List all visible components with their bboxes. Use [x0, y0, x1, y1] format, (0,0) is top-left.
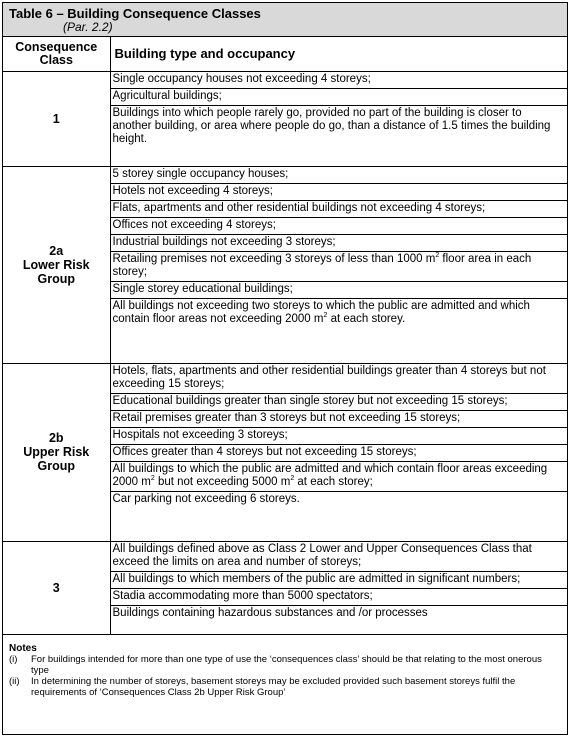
building-types-cell — [110, 166, 567, 363]
superscript: 2 — [290, 474, 295, 482]
item-text: Buildings containing hazardous substances and /or processes — [112, 606, 428, 619]
item-text: Flats, apartments and other residential buildings not exceeding 4 storeys; — [112, 201, 486, 214]
table-header-row — [3, 37, 567, 71]
building-type-item — [111, 606, 568, 622]
item-text: Retailing premises not exceeding 3 storeys of less than 1000 m — [112, 252, 436, 265]
consequence-class-label: Group — [37, 459, 75, 473]
consequence-classes-table — [3, 37, 567, 635]
building-types-cell — [110, 363, 567, 541]
item-text: Buildings into which people rarely go, provided no part of the building is closer to another building, or area where people do go, than a distance of 1.5 times the building height. — [112, 106, 551, 145]
building-type-item — [111, 72, 568, 89]
building-type-item — [111, 89, 568, 106]
building-type-item — [111, 462, 568, 492]
table-row — [3, 71, 567, 166]
item-text: Hotels, flats, apartments and other residential buildings greater than 4 storeys but not exceeding 15 storeys; — [112, 364, 546, 390]
building-type-item — [111, 167, 568, 184]
building-type-item — [111, 184, 568, 201]
building-type-item — [111, 364, 568, 394]
document-page — [2, 2, 568, 735]
building-type-item — [111, 235, 568, 252]
building-type-item — [111, 428, 568, 445]
item-text: Educational buildings greater than single storey but not exceeding 15 storeys; — [112, 394, 508, 407]
item-text: All buildings defined above as Class 2 Lower and Upper Consequences Class that exceed the limits on area and number of storeys; — [112, 542, 532, 568]
building-type-item — [111, 589, 568, 606]
item-text: Single storey educational buildings; — [112, 282, 293, 295]
table-body — [3, 71, 567, 634]
item-text: Offices greater than 4 storeys but not exceeding 15 storeys; — [112, 445, 417, 458]
header-consequence-class: Consequence Class — [3, 37, 110, 71]
building-types-cell — [110, 541, 567, 634]
item-text: Retail premises greater than 3 storeys but not exceeding 15 storeys; — [112, 411, 461, 424]
consequence-class-label: Upper Risk — [23, 445, 90, 459]
consequence-class-cell — [3, 166, 110, 363]
consequence-class-label: Group — [37, 271, 75, 286]
item-text: Offices not exceeding 4 storeys; — [112, 218, 276, 231]
item-text: Agricultural buildings; — [112, 89, 222, 102]
notes-section — [3, 635, 567, 698]
table-subtitle: (Par. 2.2) — [63, 20, 113, 34]
building-type-item — [111, 542, 568, 572]
building-type-item — [111, 445, 568, 462]
consequence-class-label: 3 — [52, 580, 60, 595]
item-text: Hospitals not exceeding 3 storeys; — [112, 428, 288, 441]
consequence-class-cell — [3, 71, 110, 166]
item-text: Single occupancy houses not exceeding 4 storeys; — [112, 72, 371, 85]
item-text: Hotels not exceeding 4 storeys; — [112, 184, 273, 197]
item-text: Industrial buildings not exceeding 3 storeys; — [112, 235, 336, 248]
superscript: 2 — [435, 251, 440, 259]
note-text: For buildings intended for more than one type of use the ‘consequences class’ should be that relating to the most onerous type — [31, 653, 542, 676]
table-row — [3, 166, 567, 363]
building-type-item — [111, 218, 568, 235]
note-number: (i) — [9, 653, 18, 665]
item-text: Stadia accommodating more than 5000 spectators; — [112, 589, 373, 602]
item-text: at each storey. — [327, 312, 406, 325]
superscript: 2 — [150, 474, 155, 482]
note-number: (ii) — [9, 675, 20, 687]
building-type-item — [111, 299, 568, 328]
item-text: All buildings not exceeding two storeys to which the public are admitted and which contain floor areas not exceeding 2000 m — [112, 299, 530, 325]
building-type-item — [111, 394, 568, 411]
table-row — [3, 541, 567, 634]
building-type-item — [111, 106, 568, 148]
item-text: at each storey; — [294, 475, 373, 488]
note-item — [9, 676, 561, 698]
building-type-item — [111, 201, 568, 218]
item-text: Car parking not exceeding 6 storeys. — [112, 492, 300, 505]
superscript: 2 — [323, 311, 328, 319]
building-type-item — [111, 572, 568, 589]
table-row — [3, 363, 567, 541]
building-type-item — [111, 492, 568, 508]
building-types-cell — [110, 71, 567, 166]
building-type-item — [111, 411, 568, 428]
note-item — [9, 654, 561, 676]
table-caption — [3, 3, 567, 37]
consequence-class-cell — [3, 363, 110, 541]
item-text: All buildings to which members of the public are admitted in significant numbers; — [112, 572, 521, 585]
header-building-type: Building type and occupancy — [110, 37, 567, 71]
item-text: but not exceeding 5000 m — [154, 475, 291, 488]
consequence-class-label: 1 — [52, 111, 60, 126]
building-type-item — [111, 282, 568, 299]
item-text: All buildings to which the public are admitted and which contain floor areas exceeding 2000 m — [112, 462, 548, 488]
item-text: floor area in each storey; — [112, 252, 532, 278]
table-title: Table 6 – Building Consequence Classes — [9, 6, 261, 21]
consequence-class-label: 2b — [48, 431, 64, 445]
note-text: In determining the number of storeys, basement storeys may be excluded provided such basement storeys fulfil the requirements of ‘Consequences Class 2b Upper Risk Group’ — [31, 675, 516, 698]
consequence-class-cell — [3, 541, 110, 634]
notes-title: Notes — [9, 642, 37, 654]
building-type-item — [111, 252, 568, 282]
consequence-class-label: 2a — [49, 243, 64, 258]
notes-list — [9, 654, 561, 698]
consequence-class-label: Lower Risk — [22, 257, 90, 272]
item-text: 5 storey single occupancy houses; — [112, 167, 289, 180]
